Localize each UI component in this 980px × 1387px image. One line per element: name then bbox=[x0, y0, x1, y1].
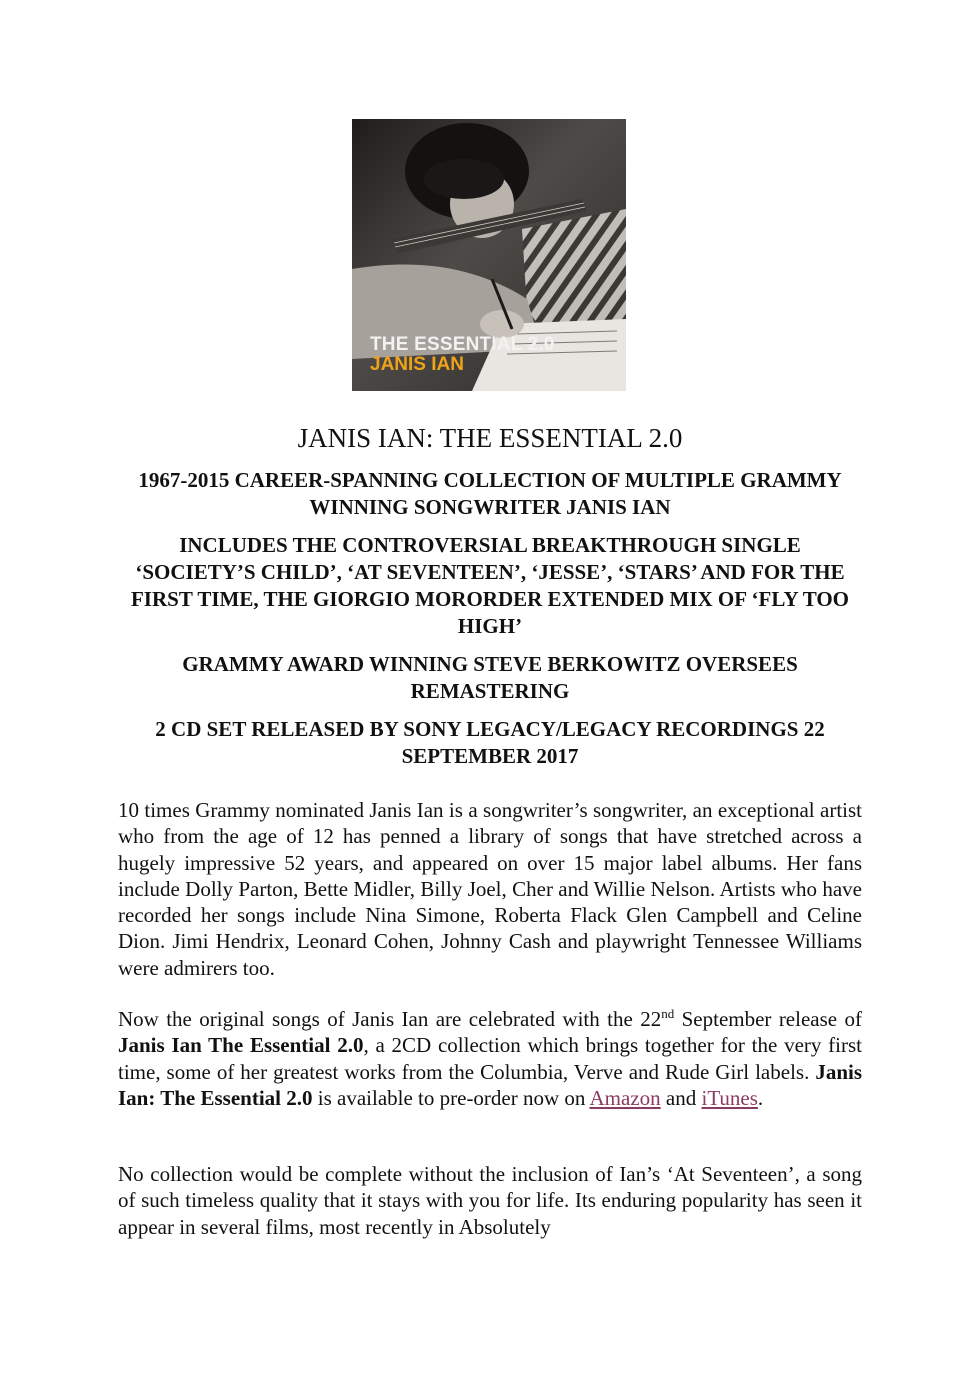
amazon-link[interactable]: Amazon bbox=[589, 1085, 661, 1110]
text-run: September release of bbox=[674, 1007, 862, 1031]
text-run: is available to pre-order now on bbox=[312, 1085, 590, 1110]
text-run: , a 2CD collection which brings together for the very first time, some of her greatest works from the Columbia, Verve and Rude Girl labels. bbox=[118, 1033, 862, 1084]
album-cover-image bbox=[352, 119, 626, 391]
album-title-bold: Janis Ian: The Essential 2.0 bbox=[118, 1059, 862, 1110]
text-run: Now the original songs of Janis Ian are celebrated with the 22 bbox=[118, 1007, 662, 1031]
cover-artist-text: JANIS IAN bbox=[370, 354, 464, 375]
body-paragraph-at-seventeen: No collection would be complete without the inclusion of Ian’s ‘At Seventeen’, a song of such timeless quality that it stays with you for life. Its enduring popularity has seen it appear in several films, most recently in Absolutely bbox=[118, 1162, 862, 1239]
cover-title-text: THE ESSENTIAL 2.0 bbox=[370, 334, 555, 355]
body-paragraph-release bbox=[118, 1006, 862, 1111]
ordinal-suffix: nd bbox=[661, 1006, 675, 1021]
subhead-career: 1967-2015 CAREER-SPANNING COLLECTION OF MULTIPLE GRAMMY WINNING SONGWRITER JANIS IAN bbox=[138, 468, 842, 519]
text-run: . bbox=[757, 1085, 764, 1110]
body-paragraph-intro: 10 times Grammy nominated Janis Ian is a songwriter’s songwriter, an exceptional artist who from the age of 12 has penned a library of songs that have stretched across a hugely impressive 52 years, and appeared on over 15 major label albums. Her fans include Dolly Parton, Bette Midler, Billy Joel, Cher and Willie Nelson. Artists who have recorded her songs include Nina Simone, Roberta Flack Glen Campbell and Celine Dion. Jimi Hendrix, Leonard Cohen, Johnny Cash and playwright Tennessee Williams were admirers too. bbox=[118, 798, 862, 980]
text-run: and bbox=[660, 1085, 702, 1110]
headline: JANIS IAN: THE ESSENTIAL 2.0 bbox=[297, 423, 683, 453]
subhead-release: 2 CD SET RELEASED BY SONY LEGACY/LEGACY RECORDINGS 22 SEPTEMBER 2017 bbox=[155, 717, 825, 768]
subhead-tracks: INCLUDES THE CONTROVERSIAL BREAKTHROUGH SINGLE ‘SOCIETY’S CHILD’, ‘AT SEVENTEEN’, ‘JESSE’, ‘STARS’ AND FOR THE FIRST TIME, THE GIORGIO MORORDER EXTENDED MIX OF ‘FLY TOO HIGH’ bbox=[130, 533, 849, 638]
album-title-bold: Janis Ian The Essential 2.0 bbox=[118, 1033, 364, 1058]
subhead-remastering: GRAMMY AWARD WINNING STEVE BERKOWITZ OVERSEES REMASTERING bbox=[182, 652, 798, 703]
itunes-link[interactable]: iTunes bbox=[701, 1085, 758, 1110]
